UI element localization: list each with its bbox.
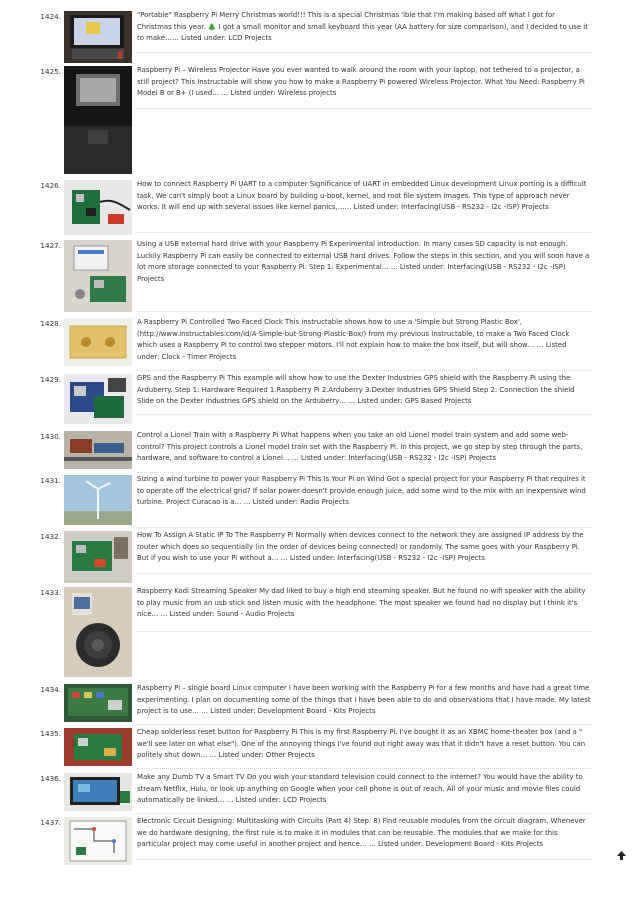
thumbnail-image — [64, 66, 132, 174]
entry-description[interactable]: Electronic Circuit Designing: Multitasking with Circuits (Part 4) Step: 8) Find reusable modules from the circuit diagram. Whenever we do hardware designing, the first rule is to make it in modules that can be reusable. The modules that we make for this particular project may come useful in another project and hence… … Listed under: Development Board - Kits Projects — [137, 817, 586, 849]
entry-number: 1435. — [40, 729, 61, 738]
arrow-up-icon — [617, 851, 626, 860]
entry-description[interactable]: Control a Lionel Train with a Raspberry Pi What happens when you take an old Lionel model train system and add some web-control? This project controls a Lionel model train set with the Raspberry Pi. In this project, we go step by step through the parts, hardware, and software to control a Lionel… … Listed under: Interfacing(USB - RS232 - I2c -ISP) Projects — [137, 431, 583, 463]
divider — [137, 768, 591, 769]
divider — [137, 232, 591, 233]
thumbnail-image — [64, 431, 132, 469]
thumbnail-image — [64, 318, 132, 366]
scroll-to-top-button[interactable] — [617, 851, 626, 860]
entry-thumbnail[interactable] — [64, 11, 132, 63]
divider — [137, 573, 591, 574]
entry-description[interactable]: Cheap solderless reset button for Raspberry Pi This is my first Raspberry Pi. I've bought it as an XBMC home-theater box (and a " we'll see later on what else"). One of the annoying things I've found out right away was that it didn't have a reset button. You can politely shut down… … Listed under: Other Projects — [137, 728, 586, 760]
entry-description[interactable]: How To Assign A Static IP To The Raspberry Pi Normally when devices connect to the network they are assigned IP address by the router which does so sequentially (in the order of devices being connected) or randomly. The same goes with your Raspberry Pi. But if you wish to use your Pi without a… … Listed under: Interfacing(USB - RS232 - I2c -ISP) Projects — [137, 531, 584, 563]
entry-thumbnail[interactable] — [64, 431, 132, 469]
entry-thumbnail[interactable] — [64, 728, 132, 766]
entry-description[interactable]: Using a USB external hard drive with your Raspberry Pi Experimental introduction: In many cases SD capacity is not enough. Luckily Raspberry Pi can easily be connected to external USB hard drives. Follow the steps in this section, and you will soon have a lot more storage connected to your Raspberry Pi. Step 1: Experimental… … Listed under: Interfacing(USB - RS232 - I2c -ISP) Projects — [137, 240, 590, 283]
entry-thumbnail[interactable] — [64, 773, 132, 811]
divider — [137, 108, 591, 109]
thumbnail-image — [64, 587, 132, 677]
thumbnail-image — [64, 684, 132, 722]
thumbnail-image — [64, 475, 132, 525]
divider — [137, 52, 591, 53]
divider — [137, 472, 591, 473]
entry-description[interactable]: Raspberry Kodi Streaming Speaker My dad liked to buy a high end steaming speaker. But he found no wifi speaker with the ability to play music from an usb stick and listen music with the headphone. The most speaker we found had no display but I think it's nice… … Listed under: Sound - Audio Projects — [137, 587, 586, 619]
entry-description[interactable]: A Raspberry Pi Controlled Two Faced Clock This instructable shows how to use a 'Simple but Strong Plastic Box', (http://www.instructables.com/id/A-Simple-but-Strong-Plastic-Box/) from my previous Instructable, to make a Two Faced Clock which uses a Raspberry Pi to control two stepper motors. I'll not explain how to make the box itself, but will show… … Listed under: Clock - Timer Projects — [137, 318, 570, 361]
thumbnail-image — [64, 240, 132, 312]
entry-number: 1428. — [40, 319, 61, 328]
entry-number: 1430. — [40, 432, 61, 441]
entry-thumbnail[interactable] — [64, 475, 132, 525]
entry-number: 1426. — [40, 181, 61, 190]
divider — [137, 631, 591, 632]
thumbnail-image — [64, 817, 132, 865]
entry-thumbnail[interactable] — [64, 180, 132, 235]
entry-number: 1432. — [40, 532, 61, 541]
entry-description[interactable]: "Portable" Raspberry Pi Merry Christmas world!!! This is a special Christmas 'ible that I'm making based off what I got for Christmas this year. 🎄 I got a small monitor and small keyboard this year (AA battery for size comparison), and I decided to use it to make…… Listed under: LCD Projects — [137, 11, 588, 43]
entry-description[interactable]: Sizing a wind turbine to power your Raspberry Pi This Is Your Pi on Wind Got a special project for your Raspberry Pi that requires it to operate off the electrical grid? If solar power doesn't provide enough juice, add some wind to the mix with an inexpensive wind turbine. Project Curacao is a… … Listed under: Radio Projects — [137, 475, 586, 507]
thumbnail-image — [64, 531, 132, 583]
entry-description[interactable]: How to connect Raspberry Pi UART to a computer Significance of UART in embedded Linux development Linux porting is a difficult task. We can't simply boot a Linux board by building u-boot, kernel, and root file system images. This type of approach never works. It will end up with several issues like kernel panics,…… Listed under: Interfacing(USB - RS232 - I2c -ISP) Projects — [137, 180, 587, 212]
entry-description[interactable]: GPS and the Raspberry Pi This example will show how to use the Dexter Industries GPS shield with the Raspberry Pi using the Arduberry. Step 1: Hardware Required 1.Raspberry Pi 2.Arduberry 3.Dexter Industries GPS Shield Step 2: Connection the shield Slide on the Dexter Industries GPS shield on the Arduberry… … Listed under: GPS Based Projects — [137, 374, 575, 406]
thumbnail-image — [64, 773, 132, 811]
thumbnail-image — [64, 374, 132, 424]
thumbnail-image — [64, 11, 132, 63]
entry-thumbnail[interactable] — [64, 374, 132, 424]
thumbnail-image — [64, 180, 132, 235]
entry-number: 1424. — [40, 12, 61, 21]
entry-thumbnail[interactable] — [64, 817, 132, 865]
entry-thumbnail[interactable] — [64, 531, 132, 583]
entry-number: 1431. — [40, 476, 61, 485]
entry-number: 1434. — [40, 685, 61, 694]
divider — [137, 414, 591, 415]
entry-number: 1427. — [40, 241, 61, 250]
entry-thumbnail[interactable] — [64, 318, 132, 366]
entry-thumbnail[interactable] — [64, 587, 132, 677]
entry-thumbnail[interactable] — [64, 66, 132, 174]
entry-description[interactable]: Make any Dumb TV a Smart TV Do you wish your standard television could connect to the internet? You would have the ability to stream Netflix, Hulu, or look up anything on Google when your cell phone is out of reach. All of your music and movie files could automatically be linked… … Listed under: LCD Projects — [137, 773, 583, 805]
entry-description[interactable]: Raspberry Pi – Wireless Projector Have you ever wanted to walk around the room with your laptop, not tethered to a projector, a still project? This Instructable will show you how to make a Raspberry Pi powered Wireless Projector. What You Need: Raspberry Pi Model B or B+ (I used… … Listed under: Wireless projects — [137, 66, 585, 98]
divider — [137, 724, 591, 725]
entry-number: 1433. — [40, 588, 61, 597]
entry-description[interactable]: Raspberry Pi – single board Linux computer I have been working with the Raspberry Pi for a few months and have had a great time experimenting. I plan on documenting some of the things that I have been able to do and observations that I have made. My latest project is to use… … Listed under: Development Board - Kits Projects — [137, 684, 591, 716]
entry-number: 1436. — [40, 774, 61, 783]
entry-number: 1429. — [40, 375, 61, 384]
divider — [137, 527, 591, 528]
divider — [137, 813, 591, 814]
entry-number: 1437. — [40, 818, 61, 827]
entry-thumbnail[interactable] — [64, 684, 132, 722]
divider — [137, 311, 591, 312]
entry-thumbnail[interactable] — [64, 240, 132, 312]
entry-number: 1425. — [40, 67, 61, 76]
divider — [137, 859, 591, 860]
thumbnail-image — [64, 728, 132, 766]
divider — [137, 370, 591, 371]
